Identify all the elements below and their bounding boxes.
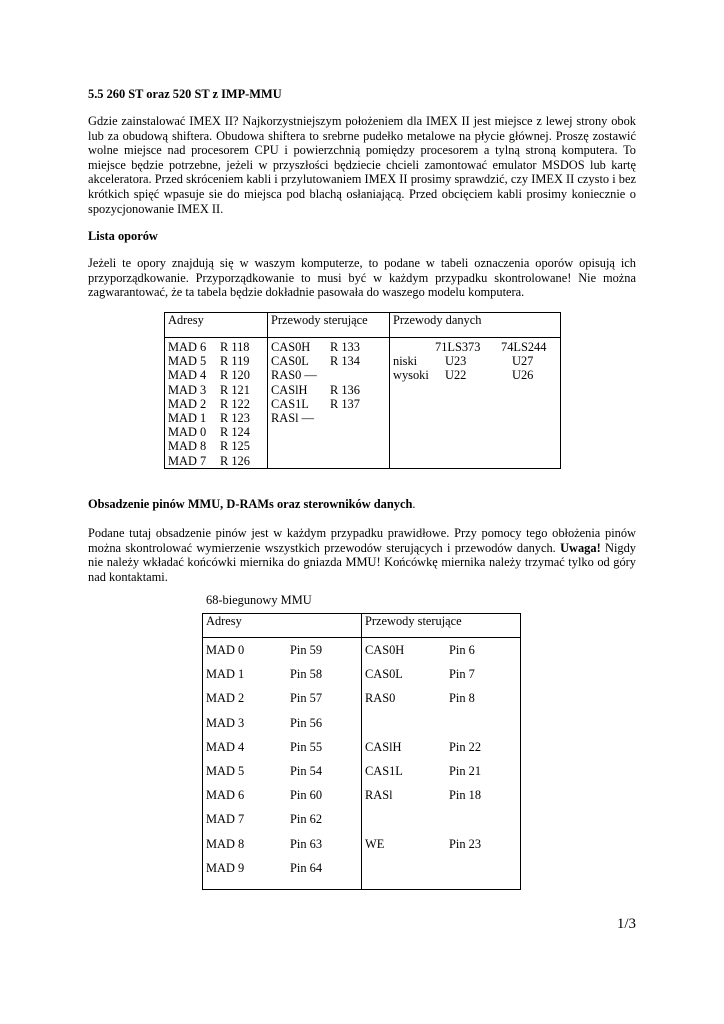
control-name	[365, 711, 449, 735]
control-name: CAS0L	[365, 667, 403, 682]
table-row	[168, 368, 267, 382]
address-name: MAD 3	[206, 715, 245, 730]
address-name: MAD 7	[206, 812, 245, 827]
pins-paragraph: Podane tutaj obsadzenie pinów jest w każdym przypadku prawidłowe. Przy pomocy tego obłożenia pinów można skontrolować wymierzenie wszystkich przewodów sterujących i przewodów danych. Uwaga! Nigdy nie należy wkładać końcówki miernika do gniazda MMU! Końcówkę miernika należy trzymać tylko od góry nad kontaktami.	[88, 526, 637, 584]
resistor-address-cell	[165, 338, 268, 469]
table-row	[206, 832, 361, 856]
address-name: MAD 7	[168, 453, 207, 468]
table-row	[206, 638, 361, 662]
resistor-ref: R 119	[220, 354, 250, 369]
address-name: MAD 5	[206, 763, 245, 778]
data-level-label: wysoki	[393, 368, 429, 383]
table-row	[168, 411, 267, 425]
page-number: 1/3	[616, 916, 636, 932]
address-name: MAD 4	[206, 739, 245, 754]
pin-number: Pin 64	[290, 860, 323, 875]
resistor-col-header-addresses: Adresy	[165, 313, 268, 338]
table-row	[168, 397, 267, 411]
pin-number: Pin 21	[449, 763, 482, 778]
pins-heading: Obsadzenie pinów MMU, D-RAMs oraz sterowników danych.	[88, 497, 416, 511]
chip-ref-a: U23	[445, 354, 467, 369]
chip-74ls244: 74LS244	[501, 340, 547, 354]
resistor-ref: R 118	[220, 340, 250, 354]
resistor-ref: R 124	[220, 425, 250, 440]
pin-number: Pin 60	[290, 788, 323, 803]
table-row	[168, 454, 267, 468]
resistor-ref: R 136	[330, 382, 360, 397]
table-row	[365, 686, 520, 710]
control-name: RASl	[365, 788, 393, 803]
control-name: CAS0H	[365, 643, 405, 657]
pin-number: Pin 62	[290, 812, 323, 827]
table-row	[365, 759, 520, 783]
resistor-ref: R 121	[220, 382, 250, 397]
address-name: MAD 9	[206, 860, 245, 875]
address-name: MAD 6	[168, 340, 207, 354]
data-level-label: niski	[393, 354, 418, 369]
resistor-col-header-control: Przewody sterujące	[268, 313, 390, 338]
address-name: MAD 1	[168, 410, 207, 425]
control-name: CASlH	[271, 382, 308, 397]
control-name: CAS1L	[365, 763, 403, 778]
table-row	[168, 354, 267, 368]
control-name: CASlH	[365, 739, 402, 754]
table-row	[206, 759, 361, 783]
resistor-col-header-data: Przewody danych	[390, 313, 561, 338]
table-row	[365, 856, 520, 880]
resistor-ref: R 133	[330, 340, 360, 354]
table-row	[206, 662, 361, 686]
address-name: MAD 1	[206, 667, 245, 682]
resistor-ref: R 122	[220, 396, 250, 411]
address-name: MAD 3	[168, 382, 207, 397]
table-row	[206, 856, 361, 880]
resistor-ref: R 126	[220, 453, 250, 468]
chip-71ls373: 71LS373	[435, 340, 481, 354]
address-name: MAD 0	[168, 425, 207, 440]
table-row	[365, 711, 520, 735]
section-title: 5.5 260 ST oraz 520 ST z IMP-MMU	[88, 87, 282, 101]
address-name: MAD 8	[168, 439, 207, 454]
mmu-col-header-addresses: Adresy	[203, 614, 362, 638]
warning-label: Uwaga!	[560, 540, 601, 555]
address-name: MAD 2	[168, 396, 207, 411]
table-row	[271, 340, 389, 354]
resistor-ref: R 137	[330, 396, 360, 411]
data-chip-header	[393, 340, 560, 354]
chip-ref-b: U26	[512, 368, 534, 383]
table-row	[271, 368, 389, 382]
resistor-control-cell	[268, 338, 390, 469]
control-name: RAS0	[365, 691, 396, 706]
pin-number: Pin 56	[290, 715, 323, 730]
resistors-paragraph: Jeżeli te opory znajdują się w waszym komputerze, to podane w tabeli oznaczenia oporów opisują ich przyporządkowanie. Przyporządkowanie to musi być w każdym przypadku skontrolowane! Nie można zagwarantować, że ta tabela będzie dokładnie pasowała do waszego modelu komputera.	[88, 256, 636, 300]
table-row	[271, 411, 389, 425]
table-row	[168, 425, 267, 439]
table-row	[365, 807, 520, 831]
address-name: MAD 6	[206, 788, 245, 803]
table-row	[365, 638, 520, 662]
chip-ref-b: U27	[512, 354, 534, 369]
mmu-control-cell	[362, 638, 521, 890]
table-row	[271, 354, 389, 368]
table-row	[206, 783, 361, 807]
control-name: CAS0L	[271, 354, 309, 369]
resistor-ref: R 120	[220, 368, 250, 383]
pin-number: Pin 8	[449, 691, 475, 706]
table-row	[168, 439, 267, 453]
control-name: RAS0 —	[271, 368, 317, 383]
table-row	[393, 368, 560, 382]
table-row	[206, 711, 361, 735]
pin-number: Pin 54	[290, 763, 323, 778]
mmu-col-header-control: Przewody sterujące	[362, 614, 521, 638]
table-row	[168, 383, 267, 397]
control-name: CAS0H	[271, 340, 311, 354]
table-row	[206, 807, 361, 831]
table-row	[365, 662, 520, 686]
table-row	[271, 383, 389, 397]
table-row	[365, 783, 520, 807]
pin-number: Pin 63	[290, 836, 323, 851]
pin-number: Pin 18	[449, 788, 482, 803]
control-name: CAS1L	[271, 396, 309, 411]
control-name	[365, 807, 449, 831]
mmu-pin-table	[202, 613, 521, 890]
address-name: MAD 4	[168, 368, 207, 383]
pin-number: Pin 7	[449, 667, 475, 682]
resistors-heading: Lista oporów	[88, 229, 158, 243]
table-row	[206, 686, 361, 710]
address-name: MAD 0	[206, 643, 245, 657]
mmu-address-cell	[203, 638, 362, 890]
pin-number: Pin 59	[290, 643, 323, 657]
data-header-blank	[393, 340, 435, 354]
table-row	[271, 397, 389, 411]
mmu-caption: 68-biegunowy MMU	[206, 593, 312, 607]
resistor-ref: R 125	[220, 439, 250, 454]
chip-ref-a: U22	[445, 368, 467, 383]
control-name: RASl —	[271, 410, 315, 425]
pin-number: Pin 23	[449, 836, 482, 851]
pin-number: Pin 22	[449, 739, 482, 754]
address-name: MAD 8	[206, 836, 245, 851]
resistor-ref: R 123	[220, 410, 250, 425]
table-row	[365, 832, 520, 856]
resistor-table	[164, 312, 561, 469]
control-name	[365, 856, 449, 880]
pin-number: Pin 57	[290, 691, 323, 706]
address-name: MAD 2	[206, 691, 245, 706]
resistor-data-cell	[390, 338, 561, 469]
table-row	[365, 735, 520, 759]
pin-number: Pin 55	[290, 739, 323, 754]
pin-number: Pin 58	[290, 667, 323, 682]
control-name: WE	[365, 836, 385, 851]
table-row	[393, 354, 560, 368]
intro-paragraph: Gdzie zainstalować IMEX II? Najkorzystniejszym położeniem dla IMEX II jest miejsce z lewej strony obok lub za obudową shiftera. Obudowa shiftera to srebrne pudełko metalowe na płycie głównej. Proszę zostawić wolne miejsce nad procesorem CPU i powierzchnią pomiędzy procesorem a tylną stroną komputera. To miejsce będzie potrzebne, jeżeli w przyszłości będziecie chcieli zamontować emulator MSDOS lub kartę akceleratora. Przed skróceniem kabli i przylutowaniem IMEX II prosimy sprawdzić, czy IMEX II czysto i bez krótkich spięć wpasuje sie do miejsca pod blachą osłaniającą. Przed obcięciem kabli prosimy koniecznie o spozycjonowanie IMEX II.	[88, 114, 636, 216]
address-name: MAD 5	[168, 354, 207, 369]
pin-number: Pin 6	[449, 643, 475, 657]
table-row	[168, 340, 267, 354]
table-row	[206, 735, 361, 759]
resistor-ref: R 134	[330, 354, 360, 369]
